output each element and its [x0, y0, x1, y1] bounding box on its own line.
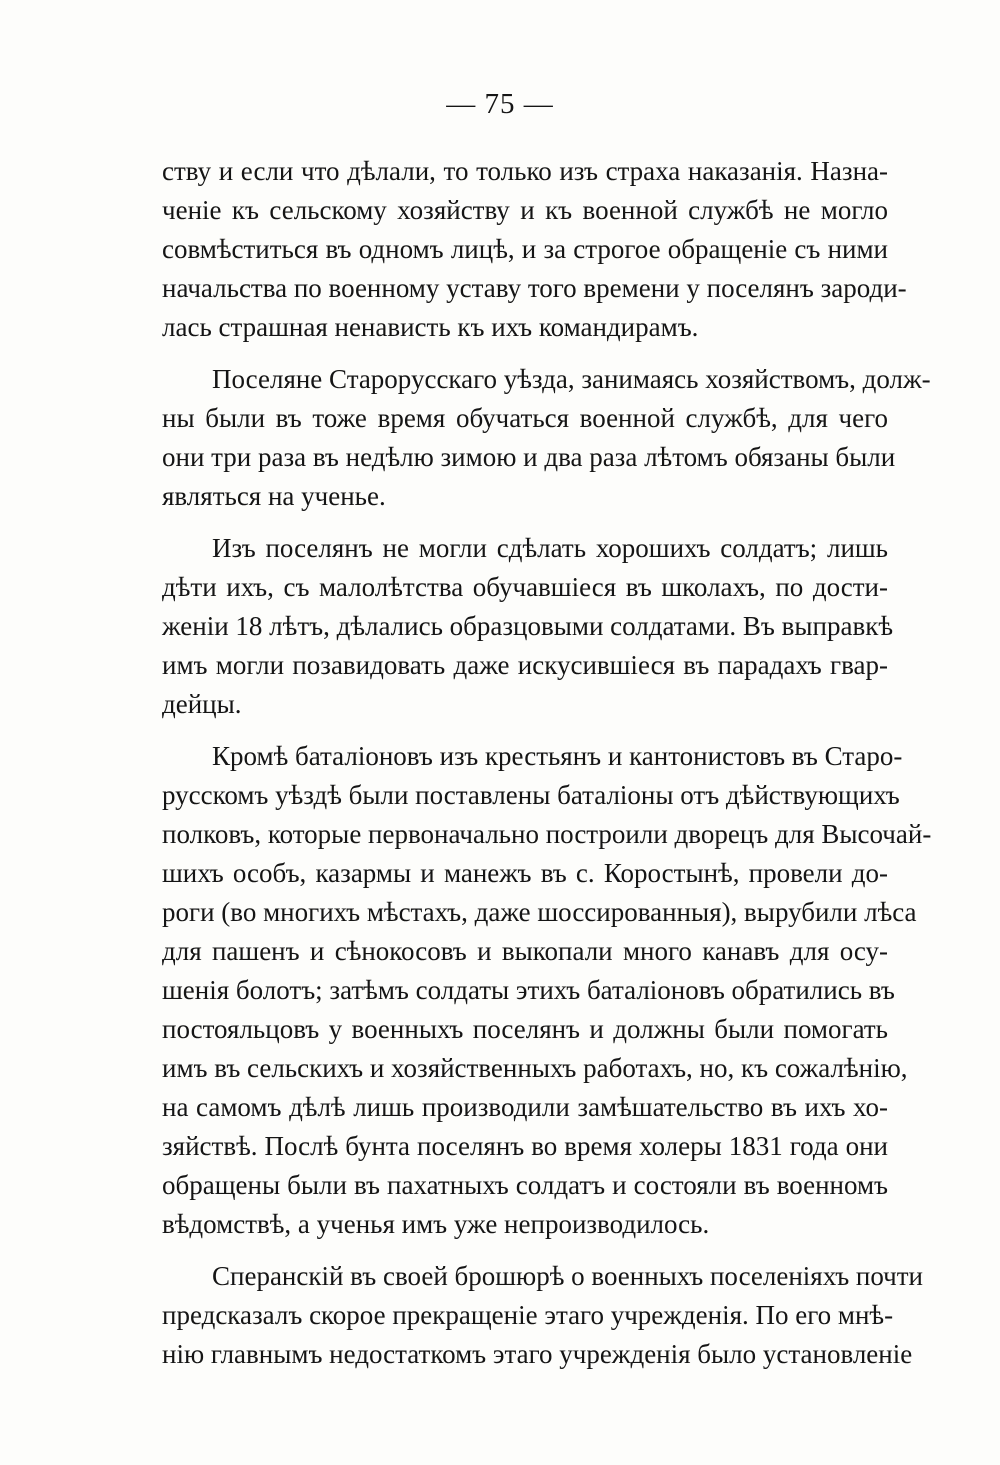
text-line: дейцы.: [162, 689, 242, 719]
text-line: постояльцовъ у военныхъ поселянъ и должны были помогать: [162, 1014, 888, 1044]
page-number: — 75 —: [446, 88, 554, 120]
paragraph: [162, 152, 907, 347]
text-line: ны были въ тоже время обучаться военной службѣ, для чего: [162, 403, 888, 433]
paragraph: [162, 529, 893, 724]
text-line: дѣти ихъ, съ малолѣтства обучавшіеся въ школахъ, по дости-: [162, 572, 888, 602]
text-line: имъ въ сельскихъ и хозяйственныхъ работахъ, но, къ сожалѣнію,: [162, 1053, 908, 1083]
text-line: они три раза въ недѣлю зимою и два раза лѣтомъ обязаны были: [162, 442, 896, 472]
text-body: [162, 152, 932, 1387]
text-line: имъ могли позавидовать даже искусившіеся въ парадахъ гвар-: [162, 650, 888, 680]
text-line: женіи 18 лѣтъ, дѣлались образцовыми солдатами. Въ выправкѣ: [162, 611, 893, 641]
text-line: Кромѣ баталіоновъ изъ крестьянъ и кантонистовъ въ Старо-: [212, 741, 903, 771]
paragraph: [162, 1257, 923, 1374]
text-line: роги (во многихъ мѣстахъ, даже шоссированныя), вырубили лѣса: [162, 897, 917, 927]
paragraph: [162, 737, 932, 1244]
text-line: на самомъ дѣлѣ лишь производили замѣшательство въ ихъ хо-: [162, 1092, 888, 1122]
text-line: Изъ поселянъ не могли сдѣлать хорошихъ солдатъ; лишь: [212, 533, 888, 563]
text-line: начальства по военному уставу того времени у поселянъ зароди-: [162, 273, 907, 303]
text-line: обращены были въ пахатныхъ солдатъ и состояли въ военномъ: [162, 1170, 888, 1200]
text-line: Сперанскій въ своей брошюрѣ о военныхъ поселеніяхъ почти: [212, 1261, 923, 1291]
text-line: зяйствѣ. Послѣ бунта поселянъ во время холеры 1831 года они: [162, 1131, 888, 1161]
text-line: являться на ученье.: [162, 481, 386, 511]
text-line: предсказалъ скорое прекращеніе этаго учрежденія. По его мнѣ-: [162, 1300, 894, 1330]
text-line: Поселяне Старорусскаго уѣзда, занимаясь хозяйствомъ, долж-: [212, 364, 931, 394]
text-line: лась страшная ненависть къ ихъ командирамъ.: [162, 312, 699, 342]
paragraph: [162, 360, 931, 516]
text-line: полковъ, которые первоначально построили дворецъ для Высочай-: [162, 819, 932, 849]
text-line: совмѣститься въ одномъ лицѣ, и за строгое обращеніе съ ними: [162, 234, 888, 264]
text-line: русскомъ уѣздѣ были поставлены баталіоны отъ дѣйствующихъ: [162, 780, 900, 810]
text-line: ченіе къ сельскому хозяйству и къ военной службѣ не могло: [162, 195, 888, 225]
text-line: для пашенъ и сѣнокосовъ и выкопали много канавъ для осу-: [162, 936, 888, 966]
text-line: шихъ особъ, казармы и манежъ въ с. Коростынѣ, провели до-: [162, 858, 888, 888]
text-line: шенія болотъ; затѣмъ солдаты этихъ баталіоновъ обратились въ: [162, 975, 895, 1005]
text-line: ству и если что дѣлали, то только изъ страха наказанія. Назна-: [162, 156, 888, 186]
text-line: нію главнымъ недостаткомъ этаго учрежденія было установленіе: [162, 1339, 913, 1369]
text-line: вѣдомствѣ, а ученья имъ уже непроизводилось.: [162, 1209, 710, 1239]
